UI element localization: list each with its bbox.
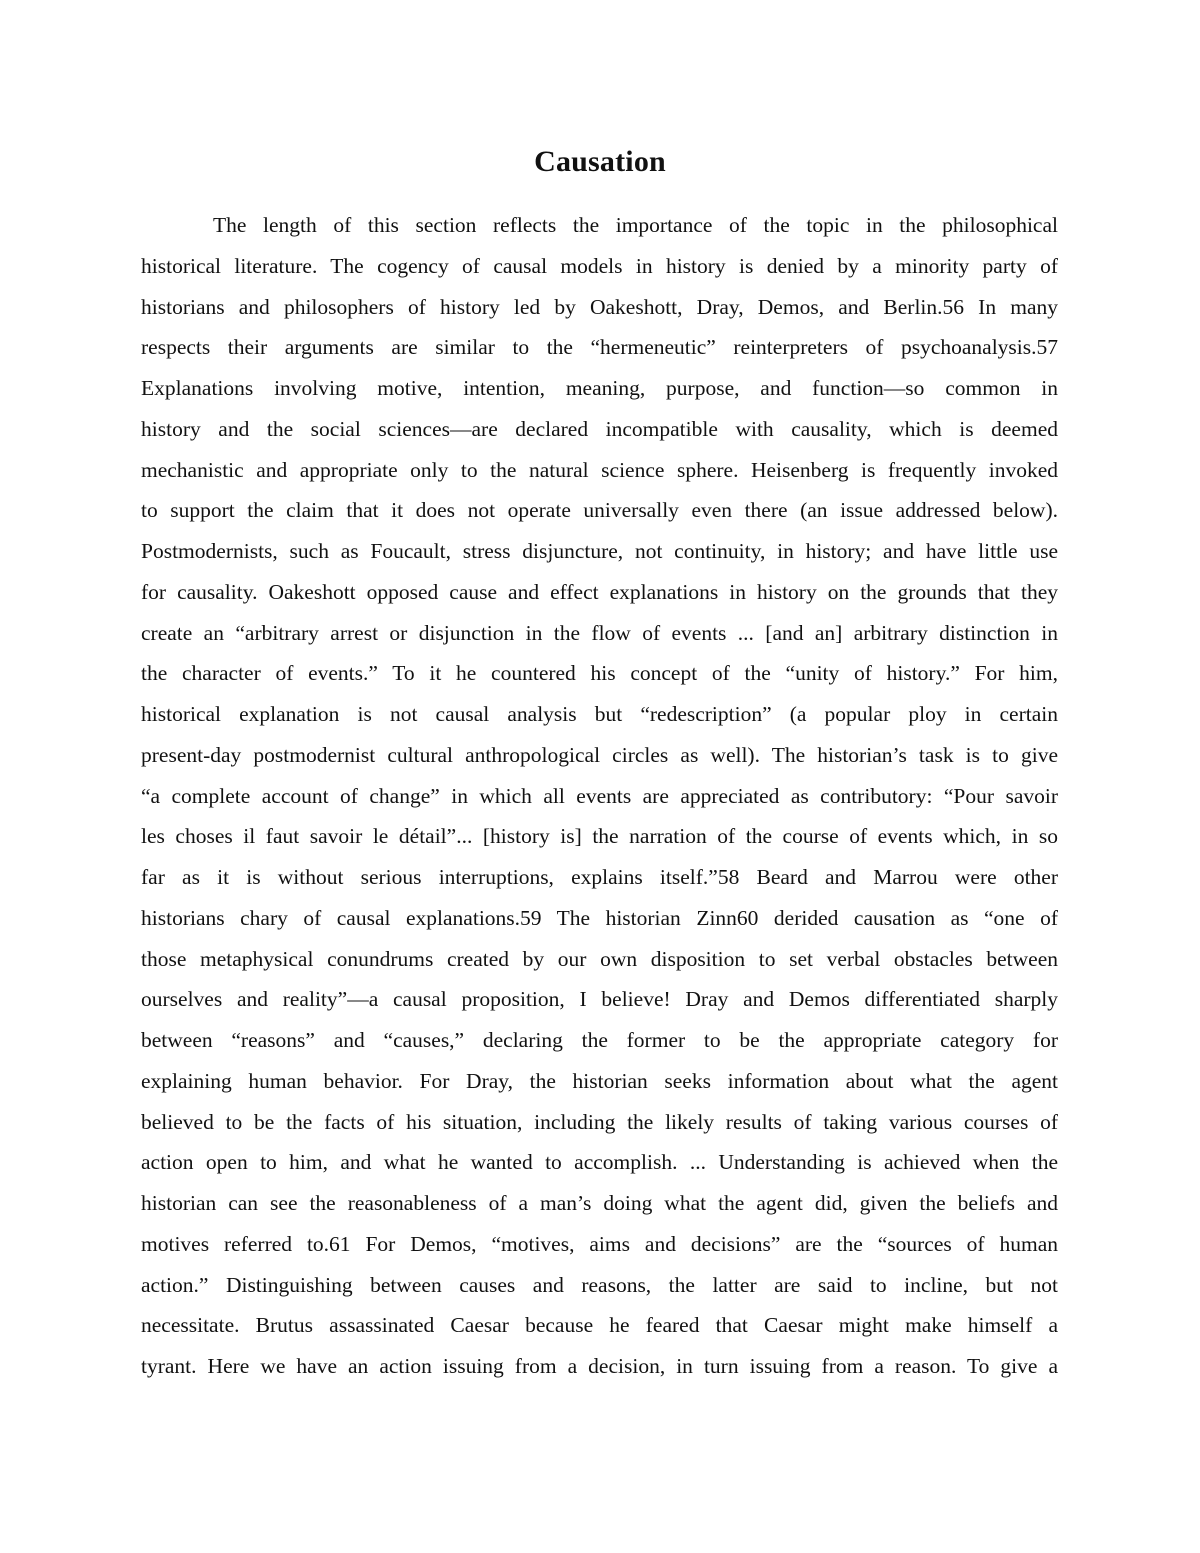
text-line: for causality. Oakeshott opposed cause and effect explanations in history on the grounds that they: [141, 579, 1058, 604]
text-line: those metaphysical conundrums created by our own disposition to set verbal obstacles between: [141, 946, 1058, 971]
text-line: historical literature. The cogency of causal models in history is denied by a minority party of: [141, 253, 1058, 278]
text-line: historians and philosophers of history led by Oakeshott, Dray, Demos, and Berlin.56 In many: [141, 294, 1058, 319]
text-line: respects their arguments are similar to the “hermeneutic” reinterpreters of psychoanalysis.57: [141, 335, 1058, 360]
page-title: Causation: [534, 145, 666, 178]
text-line: Postmodernists, such as Foucault, stress disjuncture, not continuity, in history; and have little use: [141, 539, 1058, 563]
text-line: explaining human behavior. For Dray, the historian seeks information about what the agent: [141, 1068, 1058, 1093]
text-line: the character of events.” To it he countered his concept of the “unity of history.” For him,: [141, 661, 1058, 686]
text-line: believed to be the facts of his situation, including the likely results of taking various courses of: [141, 1109, 1058, 1134]
text-line: The length of this section reflects the importance of the topic in the philosophical: [213, 213, 1058, 237]
text-line: motives referred to.61 For Demos, “motives, aims and decisions” are the “sources of human: [141, 1231, 1058, 1256]
text-line: mechanistic and appropriate only to the natural science sphere. Heisenberg is frequently invoked: [141, 457, 1058, 482]
text-line: history and the social sciences—are declared incompatible with causality, which is deemed: [141, 416, 1058, 441]
text-line: create an “arbitrary arrest or disjunction in the flow of events ... [and an] arbitrary distinction in: [141, 620, 1058, 645]
text-line: far as it is without serious interruptions, explains itself.”58 Beard and Marrou were other: [141, 865, 1058, 889]
text-line: historian can see the reasonableness of a man’s doing what the agent did, given the beliefs and: [141, 1191, 1058, 1215]
text-line: ourselves and reality”—a causal proposition, I believe! Dray and Demos differentiated sharply: [141, 987, 1058, 1012]
text-line: historians chary of causal explanations.59 The historian Zinn60 derided causation as “one of: [141, 905, 1058, 930]
text-line: Explanations involving motive, intention, meaning, purpose, and function—so common in: [141, 376, 1058, 400]
text-line: between “reasons” and “causes,” declaring the former to be the appropriate category for: [141, 1028, 1058, 1052]
text-line: to support the claim that it does not operate universally even there (an issue addressed below).: [141, 498, 1058, 523]
text-line: necessitate. Brutus assassinated Caesar because he feared that Caesar might make himself a: [141, 1313, 1058, 1338]
body-paragraph: [141, 205, 1058, 1387]
text-line: action.” Distinguishing between causes and reasons, the latter are said to incline, but not: [141, 1272, 1058, 1297]
text-line: action open to him, and what he wanted to accomplish. ... Understanding is achieved when the: [141, 1150, 1058, 1175]
text-line: tyrant. Here we have an action issuing from a decision, in turn issuing from a reason. To give a: [141, 1354, 1058, 1378]
text-line: historical explanation is not causal analysis but “redescription” (a popular ploy in certain: [141, 702, 1058, 726]
text-line: “a complete account of change” in which all events are appreciated as contributory: “Pour savoir: [141, 783, 1058, 808]
text-line: les choses il faut savoir le détail”... [history is] the narration of the course of events which, in so: [141, 824, 1058, 849]
text-line: present-day postmodernist cultural anthropological circles as well). The historian’s task is to give: [141, 742, 1058, 767]
